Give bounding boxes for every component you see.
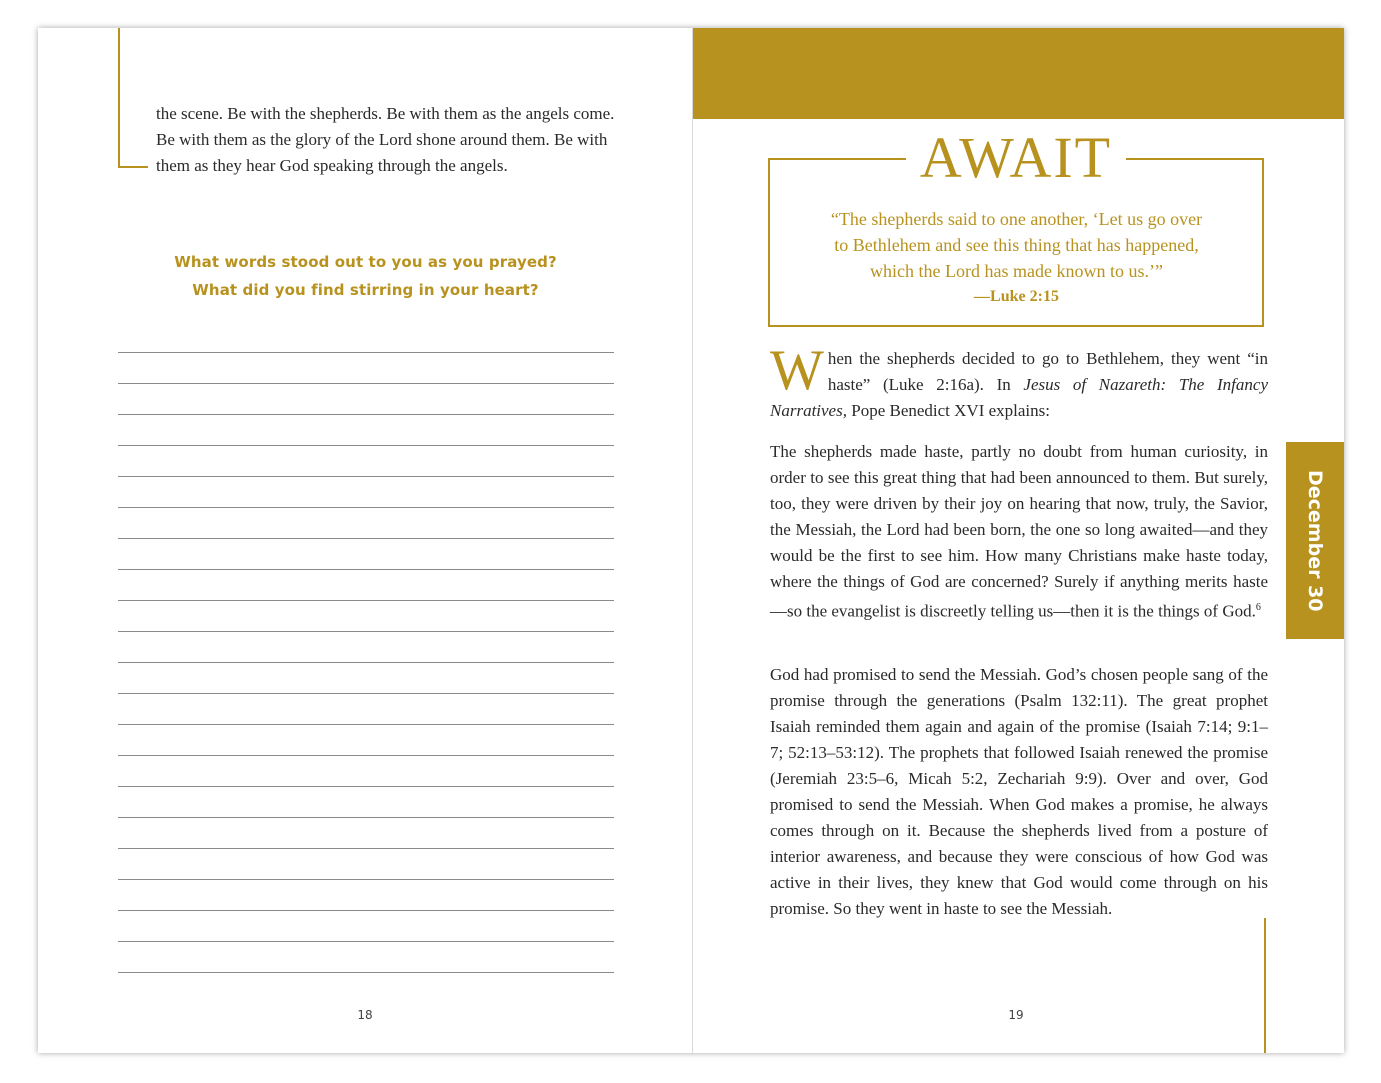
prompt-line: What words stood out to you as you prayed? (174, 253, 557, 271)
page-title: AWAIT (906, 126, 1126, 190)
body-paragraph: God had promised to send the Messiah. God’s chosen people sang of the promise through the generations (Psalm 132:11). The great prophet Isaiah reminded them again and again of the promise (Isaiah 7:14; 9:1–7; 52:13–53:12). The prophets that followed Isaiah renewed the promise (Jeremiah 23:5–6, Micah 5:2, Zechariah 9:9). Over and over, God promised to send the Messiah. When God makes a promise, he always comes through on it. Because the shepherds lived from a posture of interior awareness, and because they were conscious of how God was active in their lives, they knew that God would come through on his promise. So they went in haste to see the Messiah. (770, 665, 1268, 918)
date-tab-label: December 30 (1304, 469, 1326, 612)
book-spread (38, 28, 1344, 1053)
writing-line (118, 693, 614, 694)
intro-paragraph (770, 339, 1268, 424)
writing-line (118, 445, 614, 446)
writing-line (118, 817, 614, 818)
writing-line (118, 631, 614, 632)
writing-line (118, 569, 614, 570)
writing-line (118, 476, 614, 477)
date-tab (1286, 442, 1344, 639)
margin-rule (1264, 918, 1266, 1053)
writing-line (118, 724, 614, 725)
writing-line (118, 755, 614, 756)
writing-line (118, 662, 614, 663)
journal-lines[interactable] (118, 28, 614, 1053)
writing-line (118, 910, 614, 911)
writing-line (118, 600, 614, 601)
intro-text: hen the shepherds decided to go to Bethlehem, they went “in haste” (Luke 2:16a). In (827, 349, 1268, 394)
writing-line (118, 972, 614, 973)
writing-line (118, 848, 614, 849)
writing-line (118, 507, 614, 508)
quote-line: “The shepherds said to one another, ‘Let us go over (830, 209, 1203, 229)
quote-line: to Bethlehem and see this thing that has happened, (834, 235, 1199, 255)
writing-line (118, 352, 614, 353)
header-band (693, 28, 1344, 119)
block-quote-text: The shepherds made haste, partly no doubt from human curiosity, in order to see this great thing that had been announced to them. But surely, too, they were driven by their joy on hearing that now, truly, the Savior, the Messiah, the Lord had been born, the one so long awaited—and they would be the first to see him. How many Christians make haste today, where the things of God are concerned? Surely if anything merits haste—so the evangelist is discreetly telling us—then it is the things of God. (770, 442, 1268, 621)
writing-line (118, 786, 614, 787)
left-page (38, 28, 693, 1053)
quote-reference: —Luke 2:15 (974, 288, 1059, 305)
intro-text-end: Pope Benedict XVI explains: (846, 401, 1050, 420)
right-page (693, 28, 1344, 1053)
drop-cap: W (770, 339, 824, 402)
scripture-quote (773, 206, 1260, 310)
book-title: Jesus of Nazareth: The Infancy Narratives, (770, 375, 1268, 420)
page-number: 18 (357, 1008, 373, 1022)
writing-line (118, 538, 614, 539)
writing-line (118, 941, 614, 942)
footnote-marker: 6 (1255, 602, 1261, 613)
block-quote (770, 439, 1268, 625)
page-number: 19 (1008, 1008, 1024, 1022)
writing-line (118, 879, 614, 880)
continued-paragraph: the scene. Be with the shepherds. Be with them as the angels come. Be with them as the glory of the Lord shone around them. Be with them as they hear God speaking through the angels. (156, 104, 615, 175)
prompt-line: What did you find stirring in your heart? (192, 281, 539, 299)
writing-line (118, 383, 614, 384)
writing-line (118, 414, 614, 415)
quote-line: which the Lord has made known to us.’” (870, 261, 1163, 281)
